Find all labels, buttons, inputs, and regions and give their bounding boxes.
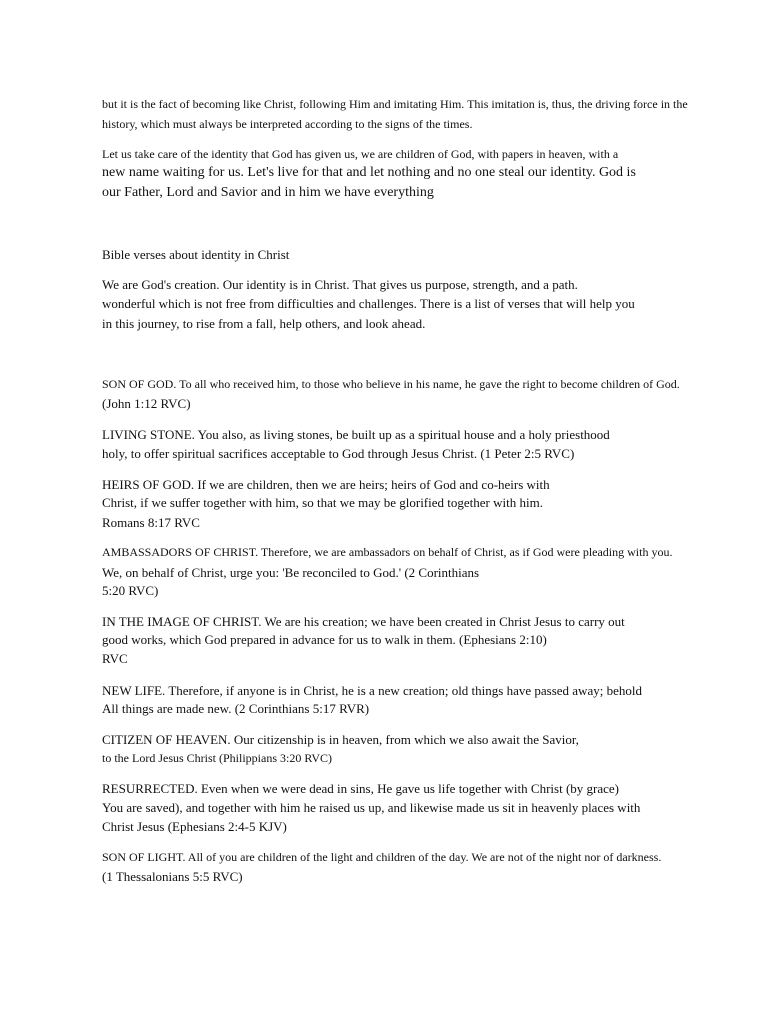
intro-line: but it is the fact of becoming like Christ, following Him and imitating Him. This imitation is, thus, the driving force in the — [102, 97, 688, 111]
intro-line: history, which must always be interpreted according to the signs of the times. — [102, 117, 473, 131]
verse-line: Christ Jesus (Ephesians 2:4-5 KJV) — [102, 819, 287, 834]
intro-line: new name waiting for us. Let's live for that and let nothing and no one steal our identity. God is — [102, 165, 636, 180]
verse-line: (John 1:12 RVC) — [102, 396, 191, 411]
verse-line: We, on behalf of Christ, urge you: 'Be reconciled to God.' (2 Corinthians — [102, 565, 480, 580]
verse-line: (1 Thessalonians 5:5 RVC) — [102, 869, 243, 884]
section-intro-line: We are God's creation. Our identity is in Christ. That gives us purpose, strength, and a path. — [102, 277, 578, 292]
verse-line: LIVING STONE. You also, as living stones, be built up as a spiritual house and a holy priesthood — [102, 427, 610, 442]
verse-line: good works, which God prepared in advance for us to walk in them. (Ephesians 2:10) — [102, 632, 547, 647]
verse-line: HEIRS OF GOD. If we are children, then we are heirs; heirs of God and co-heirs with — [102, 477, 550, 492]
verse-line: Romans 8:17 RVC — [102, 515, 200, 530]
verse-line: RVC — [102, 651, 128, 666]
verse-line: IN THE IMAGE OF CHRIST. We are his creation; we have been created in Christ Jesus to carry out — [102, 614, 625, 629]
verse-line: RESURRECTED. Even when we were dead in sins, He gave us life together with Christ (by grace) — [102, 781, 619, 796]
verse-line: You are saved), and together with him he raised us up, and likewise made us sit in heavenly places with — [102, 800, 641, 815]
verse-line: SON OF LIGHT. All of you are children of the light and children of the day. We are not of the night nor of darkness. — [102, 850, 662, 864]
intro-line: our Father, Lord and Savior and in him we have everything — [102, 185, 434, 200]
verse-line: holy, to offer spiritual sacrifices acceptable to God through Jesus Christ. (1 Peter 2:5 RVC) — [102, 446, 575, 461]
verse-line: Christ, if we suffer together with him, so that we may be glorified together with him. — [102, 495, 543, 510]
verse-line: NEW LIFE. Therefore, if anyone is in Christ, he is a new creation; old things have passed away; behold — [102, 683, 642, 698]
verse-line: AMBASSADORS OF CHRIST. Therefore, we are ambassadors on behalf of Christ, as if God were pleading with you. — [102, 545, 673, 559]
intro-line: Let us take care of the identity that God has given us, we are children of God, with papers in heaven, with a — [102, 147, 619, 161]
section-intro-line: wonderful which is not free from difficulties and challenges. There is a list of verses that will help you — [102, 296, 635, 311]
verse-line: CITIZEN OF HEAVEN. Our citizenship is in heaven, from which we also await the Savior, — [102, 732, 579, 747]
verse-line: All things are made new. (2 Corinthians 5:17 RVR) — [102, 701, 370, 716]
verse-line: 5:20 RVC) — [102, 583, 159, 598]
verse-line: to the Lord Jesus Christ (Philippians 3:20 RVC) — [102, 751, 333, 765]
verse-line: SON OF GOD. To all who received him, to those who believe in his name, he gave the right to become children of God. — [102, 377, 680, 391]
section-intro-line: in this journey, to rise from a fall, help others, and look ahead. — [102, 316, 426, 331]
section-heading: Bible verses about identity in Christ — [102, 247, 290, 262]
